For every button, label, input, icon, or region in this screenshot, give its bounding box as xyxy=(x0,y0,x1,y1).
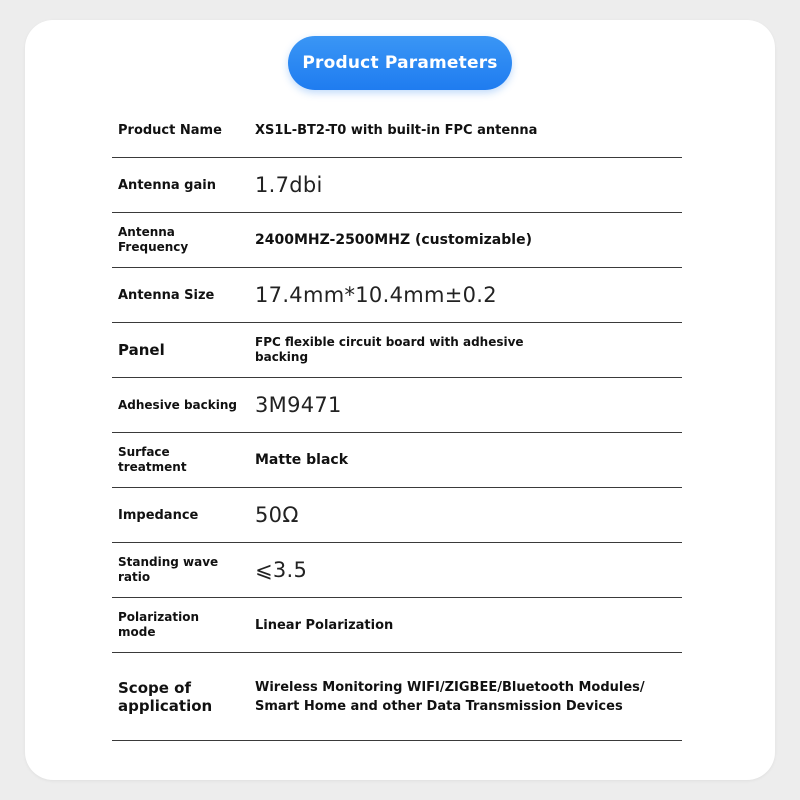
table-row-surface-treatment xyxy=(112,433,682,488)
row-value: XS1L-BT2-T0 with built-in FPC antenna xyxy=(255,122,538,138)
row-label: Antenna Size xyxy=(118,287,215,303)
row-value: ⩽3.5 xyxy=(255,558,308,582)
parameters-table xyxy=(112,103,682,741)
table-row-scope-of-application xyxy=(112,653,682,741)
page-title: Product Parameters xyxy=(288,36,512,90)
table-row-adhesive-backing xyxy=(112,378,682,433)
row-label: Product Name xyxy=(118,122,222,138)
row-label: Impedance xyxy=(118,507,199,523)
table-row-panel xyxy=(112,323,682,378)
row-value: 17.4mm*10.4mm±0.2 xyxy=(255,283,497,307)
row-label: Adhesive backing xyxy=(118,397,237,412)
row-label: Scope of application xyxy=(118,678,213,715)
row-label: Standing wave ratio xyxy=(118,555,219,584)
row-value: Wireless Monitoring WIFI/ZIGBEE/Bluetooth Modules/ Smart Home and other Data Transmission Devices xyxy=(255,679,645,714)
table-row-antenna-frequency xyxy=(112,213,682,268)
row-label: Surface treatment xyxy=(118,445,187,474)
row-value: 1.7dbi xyxy=(255,173,323,197)
row-value: 3M9471 xyxy=(255,393,342,417)
table-row-polarization-mode xyxy=(112,598,682,653)
row-value: 50Ω xyxy=(255,503,299,527)
table-row-impedance xyxy=(112,488,682,543)
table-row-product-name xyxy=(112,103,682,158)
row-label: Antenna gain xyxy=(118,177,216,193)
row-label: Panel xyxy=(118,341,165,359)
row-label: Polarization mode xyxy=(118,610,199,639)
table-row-antenna-gain xyxy=(112,158,682,213)
row-value: 2400MHZ-2500MHZ (customizable) xyxy=(255,232,532,248)
table-row-standing-wave-ratio xyxy=(112,543,682,598)
row-value: Linear Polarization xyxy=(255,617,394,633)
row-value: Matte black xyxy=(255,452,349,468)
table-row-antenna-size xyxy=(112,268,682,323)
row-value: FPC flexible circuit board with adhesive backing xyxy=(255,335,524,364)
row-label: Antenna Frequency xyxy=(118,225,189,254)
